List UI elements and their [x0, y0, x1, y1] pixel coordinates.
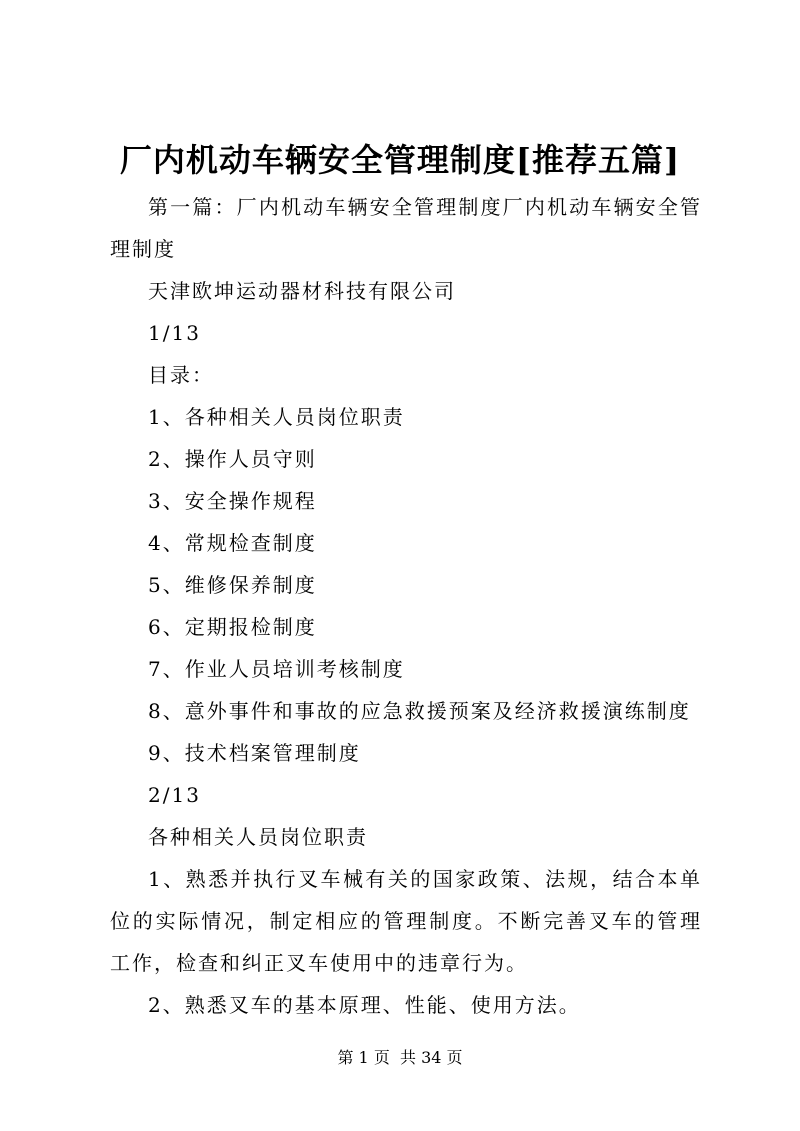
toc-item: 5、维修保养制度 — [148, 573, 317, 597]
paragraph-duty-1: 1、熟悉并执行叉车械有关的国家政策、法规，结合本单位的实际情况，制定相应的管理制度。不断完善叉车的管理工作，检查和纠正叉车使用中的违章行为。 — [110, 867, 702, 975]
toc-item: 7、作业人员培训考核制度 — [148, 657, 405, 681]
toc-item: 3、安全操作规程 — [148, 489, 317, 513]
paragraph-duty-2: 2、熟悉叉车的基本原理、性能、使用方法。 — [148, 993, 581, 1017]
toc-item: 2、操作人员守则 — [148, 447, 317, 471]
document-body — [110, 186, 702, 1026]
paragraph-section-heading: 各种相关人员岗位职责 — [148, 825, 368, 849]
toc-item: 9、技术档案管理制度 — [148, 741, 361, 765]
toc-item: 1、各种相关人员岗位职责 — [148, 405, 405, 429]
paragraph-page-marker: 1/13 — [148, 321, 201, 345]
toc-item: 6、定期报检制度 — [148, 615, 317, 639]
document-title: 厂内机动车辆安全管理制度[推荐五篇] — [119, 141, 681, 179]
paragraph-first-chapter-heading: 第一篇：厂内机动车辆安全管理制度厂内机动车辆安全管理制度 — [110, 195, 702, 261]
toc-item: 8、意外事件和事故的应急救援预案及经济救援演练制度 — [148, 699, 691, 723]
paragraph-company-name: 天津欧坤运动器材科技有限公司 — [148, 279, 456, 303]
toc-item: 4、常规检查制度 — [148, 531, 317, 555]
paragraph-toc-heading: 目录： — [148, 363, 214, 387]
page-footer: 第 1 页 共 34 页 — [337, 1048, 463, 1067]
paragraph-page-marker: 2/13 — [148, 783, 201, 807]
